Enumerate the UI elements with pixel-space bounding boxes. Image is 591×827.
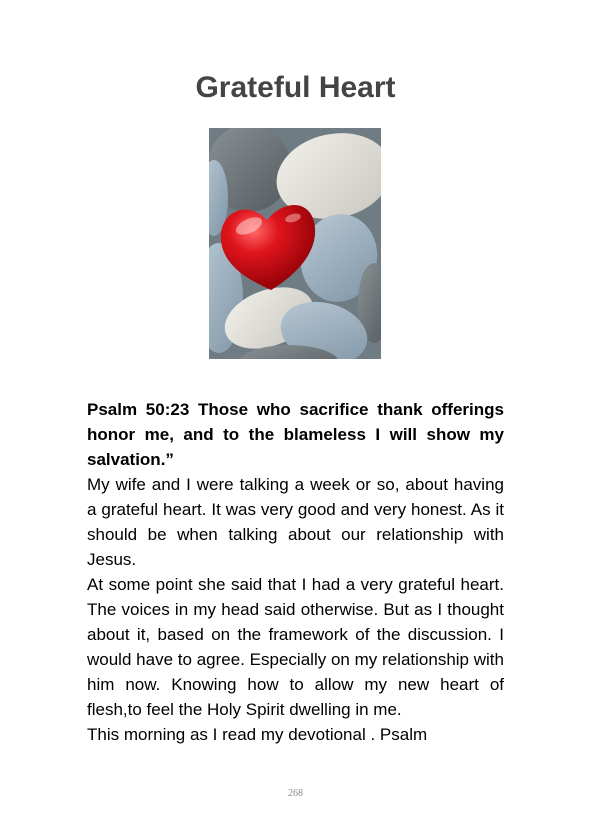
scripture-verse: Psalm 50:23 Those who sacrifice thank offerings honor me, and to the blameless I will show my salvation.” <box>87 400 504 469</box>
paragraph: My wife and I were talking a week or so, about having a grateful heart. It was very good and very honest. As it should be when talking about our relationship with Jesus. <box>87 475 504 569</box>
page-title: Grateful Heart <box>195 71 396 104</box>
paragraph: This morning as I read my devotional . Psalm <box>87 725 428 744</box>
heart-pebbles-photo <box>209 128 381 359</box>
paragraph: At some point she said that I had a very grateful heart. The voices in my head said otherwise. But as I thought about it, based on the framework of the discussion. I would have to agree. Especially on my relationship with him now. Knowing how to allow my new heart of flesh,to feel the Holy Spirit dwelling in me. <box>87 575 504 719</box>
body-text <box>87 397 504 747</box>
page-number: 268 <box>288 788 303 799</box>
